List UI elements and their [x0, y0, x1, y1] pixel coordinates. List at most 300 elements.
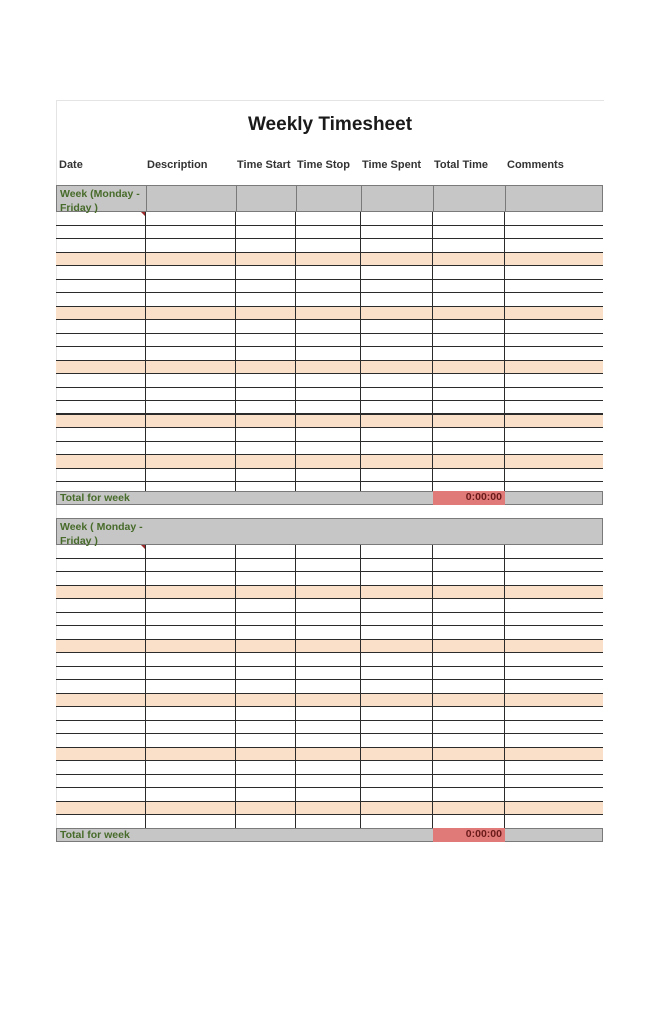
cell-divider	[145, 640, 146, 653]
week-label: Week (Monday - Friday )	[60, 188, 140, 214]
cell-divider	[145, 680, 146, 693]
cell-divider	[235, 428, 236, 441]
cell-divider	[360, 599, 361, 612]
cell-divider	[235, 307, 236, 320]
cell-divider	[145, 266, 146, 279]
table-row	[56, 761, 603, 775]
cell-divider	[235, 694, 236, 707]
cell-divider	[360, 239, 361, 252]
cell-divider	[504, 707, 505, 720]
table-row	[56, 401, 603, 415]
cell-divider	[295, 815, 296, 828]
cell-divider	[145, 599, 146, 612]
cell-divider	[145, 226, 146, 239]
cell-divider	[235, 226, 236, 239]
cell-divider	[360, 775, 361, 788]
cell-divider	[504, 293, 505, 306]
table-row	[56, 293, 603, 307]
table-row	[56, 253, 603, 267]
cell-divider	[295, 586, 296, 599]
cell-divider	[360, 226, 361, 239]
cell-divider	[145, 559, 146, 572]
cell-divider	[360, 415, 361, 428]
column-header-comments: Comments	[507, 159, 564, 171]
table-row	[56, 320, 603, 334]
cell-divider	[432, 320, 433, 333]
cell-divider	[295, 626, 296, 639]
cell-divider	[432, 253, 433, 266]
cell-divider	[145, 469, 146, 482]
cell-divider	[295, 415, 296, 428]
cell-divider	[360, 734, 361, 747]
cell-divider	[360, 469, 361, 482]
cell-divider	[295, 802, 296, 815]
cell-divider	[432, 626, 433, 639]
cell-divider	[360, 788, 361, 801]
cell-divider	[295, 680, 296, 693]
total-label: Total for week	[60, 492, 130, 504]
cell-divider	[295, 361, 296, 374]
cell-divider	[432, 307, 433, 320]
cell-divider	[360, 613, 361, 626]
cell-divider	[145, 415, 146, 428]
cell-divider	[295, 374, 296, 387]
table-row	[56, 653, 603, 667]
cell-divider	[360, 545, 361, 558]
cell-divider	[432, 667, 433, 680]
cell-divider	[145, 455, 146, 468]
cell-divider	[504, 815, 505, 828]
cell-divider	[432, 388, 433, 401]
cell-divider	[235, 721, 236, 734]
table-row	[56, 347, 603, 361]
week-header-1	[56, 185, 603, 212]
cell-divider	[360, 212, 361, 225]
table-row	[56, 455, 603, 469]
cell-divider	[360, 707, 361, 720]
cell-divider	[504, 388, 505, 401]
cell-divider	[504, 734, 505, 747]
table-row	[56, 667, 603, 681]
table-row	[56, 734, 603, 748]
cell-divider	[360, 361, 361, 374]
cell-divider	[295, 334, 296, 347]
week-header-2	[56, 518, 603, 545]
cell-divider	[295, 226, 296, 239]
table-row	[56, 707, 603, 721]
cell-divider	[360, 815, 361, 828]
cell-divider	[360, 653, 361, 666]
cell-divider	[504, 239, 505, 252]
cell-divider	[145, 734, 146, 747]
cell-divider	[504, 640, 505, 653]
cell-divider	[295, 401, 296, 413]
cell-divider	[145, 442, 146, 455]
cell-divider	[145, 239, 146, 252]
cell-divider	[360, 455, 361, 468]
cell-divider	[360, 721, 361, 734]
cell-divider	[235, 347, 236, 360]
entry-rows	[56, 545, 603, 829]
cell-divider	[432, 347, 433, 360]
sheet-top-border	[56, 100, 604, 101]
table-row	[56, 802, 603, 816]
cell-divider	[295, 653, 296, 666]
cell-divider	[432, 361, 433, 374]
cell-divider	[360, 586, 361, 599]
cell-divider	[235, 707, 236, 720]
total-value[interactable]: 0:00:00	[433, 491, 505, 505]
table-row	[56, 226, 603, 240]
cell-divider	[235, 293, 236, 306]
cell-divider	[432, 707, 433, 720]
cell-divider	[235, 374, 236, 387]
week-total-row	[56, 828, 603, 842]
cell-divider	[504, 613, 505, 626]
column-header-time-stop: Time Stop	[297, 159, 350, 171]
cell-divider	[504, 347, 505, 360]
cell-divider	[145, 347, 146, 360]
table-row	[56, 388, 603, 402]
table-row	[56, 334, 603, 348]
page-title: Weekly Timesheet	[247, 114, 413, 135]
column-header-total-time: Total Time	[434, 159, 488, 171]
column-header-time-start: Time Start	[237, 159, 291, 171]
cell-divider	[295, 775, 296, 788]
cell-divider	[432, 640, 433, 653]
cell-divider	[295, 707, 296, 720]
cell-divider	[295, 599, 296, 612]
cell-divider	[235, 415, 236, 428]
cell-divider	[145, 388, 146, 401]
table-row	[56, 626, 603, 640]
cell-divider	[360, 694, 361, 707]
cell-divider	[432, 401, 433, 413]
cell-divider	[504, 775, 505, 788]
cell-divider	[360, 442, 361, 455]
cell-divider	[295, 280, 296, 293]
cell-divider	[235, 212, 236, 225]
table-row	[56, 694, 603, 708]
cell-divider	[504, 599, 505, 612]
cell-divider	[145, 212, 146, 225]
table-row	[56, 815, 603, 829]
cell-divider	[295, 266, 296, 279]
cell-divider	[432, 775, 433, 788]
cell-divider	[432, 415, 433, 428]
cell-divider	[295, 788, 296, 801]
cell-divider	[504, 226, 505, 239]
table-row	[56, 212, 603, 226]
cell-divider	[360, 761, 361, 774]
cell-divider	[235, 442, 236, 455]
cell-divider	[145, 613, 146, 626]
column-header-date: Date	[59, 159, 83, 171]
cell-divider	[235, 455, 236, 468]
cell-divider	[504, 802, 505, 815]
cell-divider	[295, 293, 296, 306]
cell-divider	[295, 640, 296, 653]
cell-divider	[432, 293, 433, 306]
cell-divider	[235, 334, 236, 347]
cell-divider	[432, 761, 433, 774]
cell-divider	[432, 572, 433, 585]
cell-divider	[432, 280, 433, 293]
cell-divider	[235, 469, 236, 482]
cell-divider	[504, 667, 505, 680]
cell-divider	[235, 586, 236, 599]
cell-divider	[360, 680, 361, 693]
cell-divider	[432, 815, 433, 828]
cell-divider	[145, 334, 146, 347]
cell-divider	[360, 253, 361, 266]
cell-divider	[235, 802, 236, 815]
cell-divider	[235, 572, 236, 585]
cell-divider	[504, 415, 505, 428]
cell-divider	[145, 545, 146, 558]
cell-divider	[295, 455, 296, 468]
cell-divider	[145, 707, 146, 720]
timesheet	[56, 100, 604, 860]
cell-divider	[295, 469, 296, 482]
cell-divider	[235, 613, 236, 626]
cell-divider	[360, 559, 361, 572]
column-header-description: Description	[147, 159, 208, 171]
cell-divider	[145, 374, 146, 387]
cell-divider	[235, 680, 236, 693]
column-header-time-spent: Time Spent	[362, 159, 422, 171]
cell-divider	[360, 640, 361, 653]
cell-divider	[432, 721, 433, 734]
cell-divider	[360, 320, 361, 333]
cell-divider	[432, 559, 433, 572]
week-label: Week ( Monday - Friday )	[60, 521, 143, 547]
cell-divider	[145, 802, 146, 815]
cell-divider	[432, 694, 433, 707]
cell-divider	[145, 653, 146, 666]
cell-divider	[145, 761, 146, 774]
table-row	[56, 361, 603, 375]
cell-divider	[295, 239, 296, 252]
cell-divider	[504, 680, 505, 693]
table-row	[56, 640, 603, 654]
cell-divider	[432, 442, 433, 455]
cell-divider	[235, 559, 236, 572]
cell-divider	[504, 545, 505, 558]
cell-divider	[504, 626, 505, 639]
cell-divider	[235, 775, 236, 788]
cell-divider	[235, 280, 236, 293]
cell-divider	[145, 748, 146, 761]
cell-divider	[504, 280, 505, 293]
cell-divider	[235, 788, 236, 801]
cell-divider	[432, 748, 433, 761]
table-row	[56, 266, 603, 280]
cell-divider	[145, 401, 146, 413]
cell-divider	[360, 626, 361, 639]
cell-divider	[360, 428, 361, 441]
cell-divider	[235, 545, 236, 558]
table-row	[56, 307, 603, 321]
cell-divider	[504, 653, 505, 666]
cell-divider	[145, 788, 146, 801]
cell-divider	[504, 761, 505, 774]
cell-divider	[432, 374, 433, 387]
cell-divider	[295, 253, 296, 266]
cell-divider	[295, 694, 296, 707]
cell-divider	[145, 694, 146, 707]
table-row	[56, 586, 603, 600]
table-row	[56, 428, 603, 442]
cell-divider	[360, 667, 361, 680]
cell-divider	[432, 788, 433, 801]
cell-divider	[235, 239, 236, 252]
cell-divider	[235, 401, 236, 413]
cell-divider	[295, 734, 296, 747]
table-row	[56, 680, 603, 694]
cell-divider	[295, 347, 296, 360]
cell-divider	[360, 334, 361, 347]
cell-divider	[295, 545, 296, 558]
cell-divider	[145, 572, 146, 585]
week-total-row	[56, 491, 603, 505]
cell-divider	[360, 802, 361, 815]
cell-divider	[235, 815, 236, 828]
table-row	[56, 775, 603, 789]
cell-divider	[235, 626, 236, 639]
cell-divider	[360, 280, 361, 293]
cell-divider	[432, 545, 433, 558]
cell-divider	[295, 667, 296, 680]
table-row	[56, 280, 603, 294]
cell-divider	[360, 307, 361, 320]
cell-divider	[432, 428, 433, 441]
cell-divider	[432, 469, 433, 482]
table-row	[56, 469, 603, 483]
cell-divider	[145, 320, 146, 333]
cell-divider	[504, 455, 505, 468]
cell-divider	[504, 374, 505, 387]
total-value[interactable]: 0:00:00	[433, 828, 505, 842]
cell-divider	[145, 775, 146, 788]
cell-divider	[235, 667, 236, 680]
cell-divider	[145, 253, 146, 266]
cell-divider	[295, 761, 296, 774]
cell-divider	[235, 361, 236, 374]
cell-divider	[432, 212, 433, 225]
cell-divider	[235, 640, 236, 653]
cell-divider	[504, 212, 505, 225]
cell-divider	[432, 613, 433, 626]
table-row	[56, 559, 603, 573]
cell-divider	[295, 559, 296, 572]
cell-divider	[432, 802, 433, 815]
cell-divider	[360, 347, 361, 360]
cell-divider	[432, 455, 433, 468]
table-row	[56, 721, 603, 735]
cell-divider	[145, 721, 146, 734]
cell-divider	[145, 293, 146, 306]
total-label: Total for week	[60, 829, 130, 841]
cell-divider	[145, 667, 146, 680]
cell-divider	[504, 572, 505, 585]
table-row	[56, 545, 603, 559]
cell-divider	[295, 572, 296, 585]
cell-divider	[504, 721, 505, 734]
cell-divider	[145, 815, 146, 828]
cell-divider	[504, 401, 505, 413]
cell-divider	[504, 788, 505, 801]
cell-divider	[504, 361, 505, 374]
cell-divider	[504, 748, 505, 761]
cell-divider	[295, 428, 296, 441]
cell-divider	[235, 320, 236, 333]
cell-divider	[504, 253, 505, 266]
cell-divider	[432, 586, 433, 599]
cell-divider	[295, 613, 296, 626]
table-row	[56, 613, 603, 627]
cell-divider	[432, 266, 433, 279]
cell-divider	[295, 307, 296, 320]
cell-divider	[295, 748, 296, 761]
cell-divider	[360, 293, 361, 306]
cell-divider	[504, 469, 505, 482]
cell-divider	[432, 653, 433, 666]
cell-divider	[235, 748, 236, 761]
cell-divider	[504, 307, 505, 320]
cell-divider	[360, 374, 361, 387]
cell-divider	[235, 599, 236, 612]
cell-divider	[235, 734, 236, 747]
cell-divider	[295, 442, 296, 455]
table-row	[56, 599, 603, 613]
cell-divider	[504, 442, 505, 455]
cell-divider	[504, 334, 505, 347]
cell-divider	[235, 761, 236, 774]
cell-divider	[360, 748, 361, 761]
cell-divider	[145, 280, 146, 293]
cell-divider	[504, 694, 505, 707]
cell-divider	[432, 734, 433, 747]
cell-divider	[235, 653, 236, 666]
table-row	[56, 748, 603, 762]
cell-divider	[295, 388, 296, 401]
cell-divider	[504, 320, 505, 333]
cell-divider	[360, 401, 361, 413]
table-row	[56, 239, 603, 253]
cell-divider	[145, 586, 146, 599]
cell-divider	[235, 253, 236, 266]
cell-divider	[295, 320, 296, 333]
cell-divider	[145, 361, 146, 374]
cell-divider	[360, 572, 361, 585]
table-row	[56, 442, 603, 456]
entry-rows	[56, 212, 603, 496]
cell-divider	[145, 428, 146, 441]
cell-divider	[504, 586, 505, 599]
cell-divider	[432, 226, 433, 239]
table-row	[56, 374, 603, 388]
cell-divider	[295, 212, 296, 225]
table-row	[56, 788, 603, 802]
cell-divider	[432, 334, 433, 347]
cell-divider	[360, 266, 361, 279]
cell-divider	[145, 626, 146, 639]
cell-divider	[432, 239, 433, 252]
cell-divider	[504, 559, 505, 572]
cell-divider	[235, 388, 236, 401]
cell-divider	[235, 266, 236, 279]
